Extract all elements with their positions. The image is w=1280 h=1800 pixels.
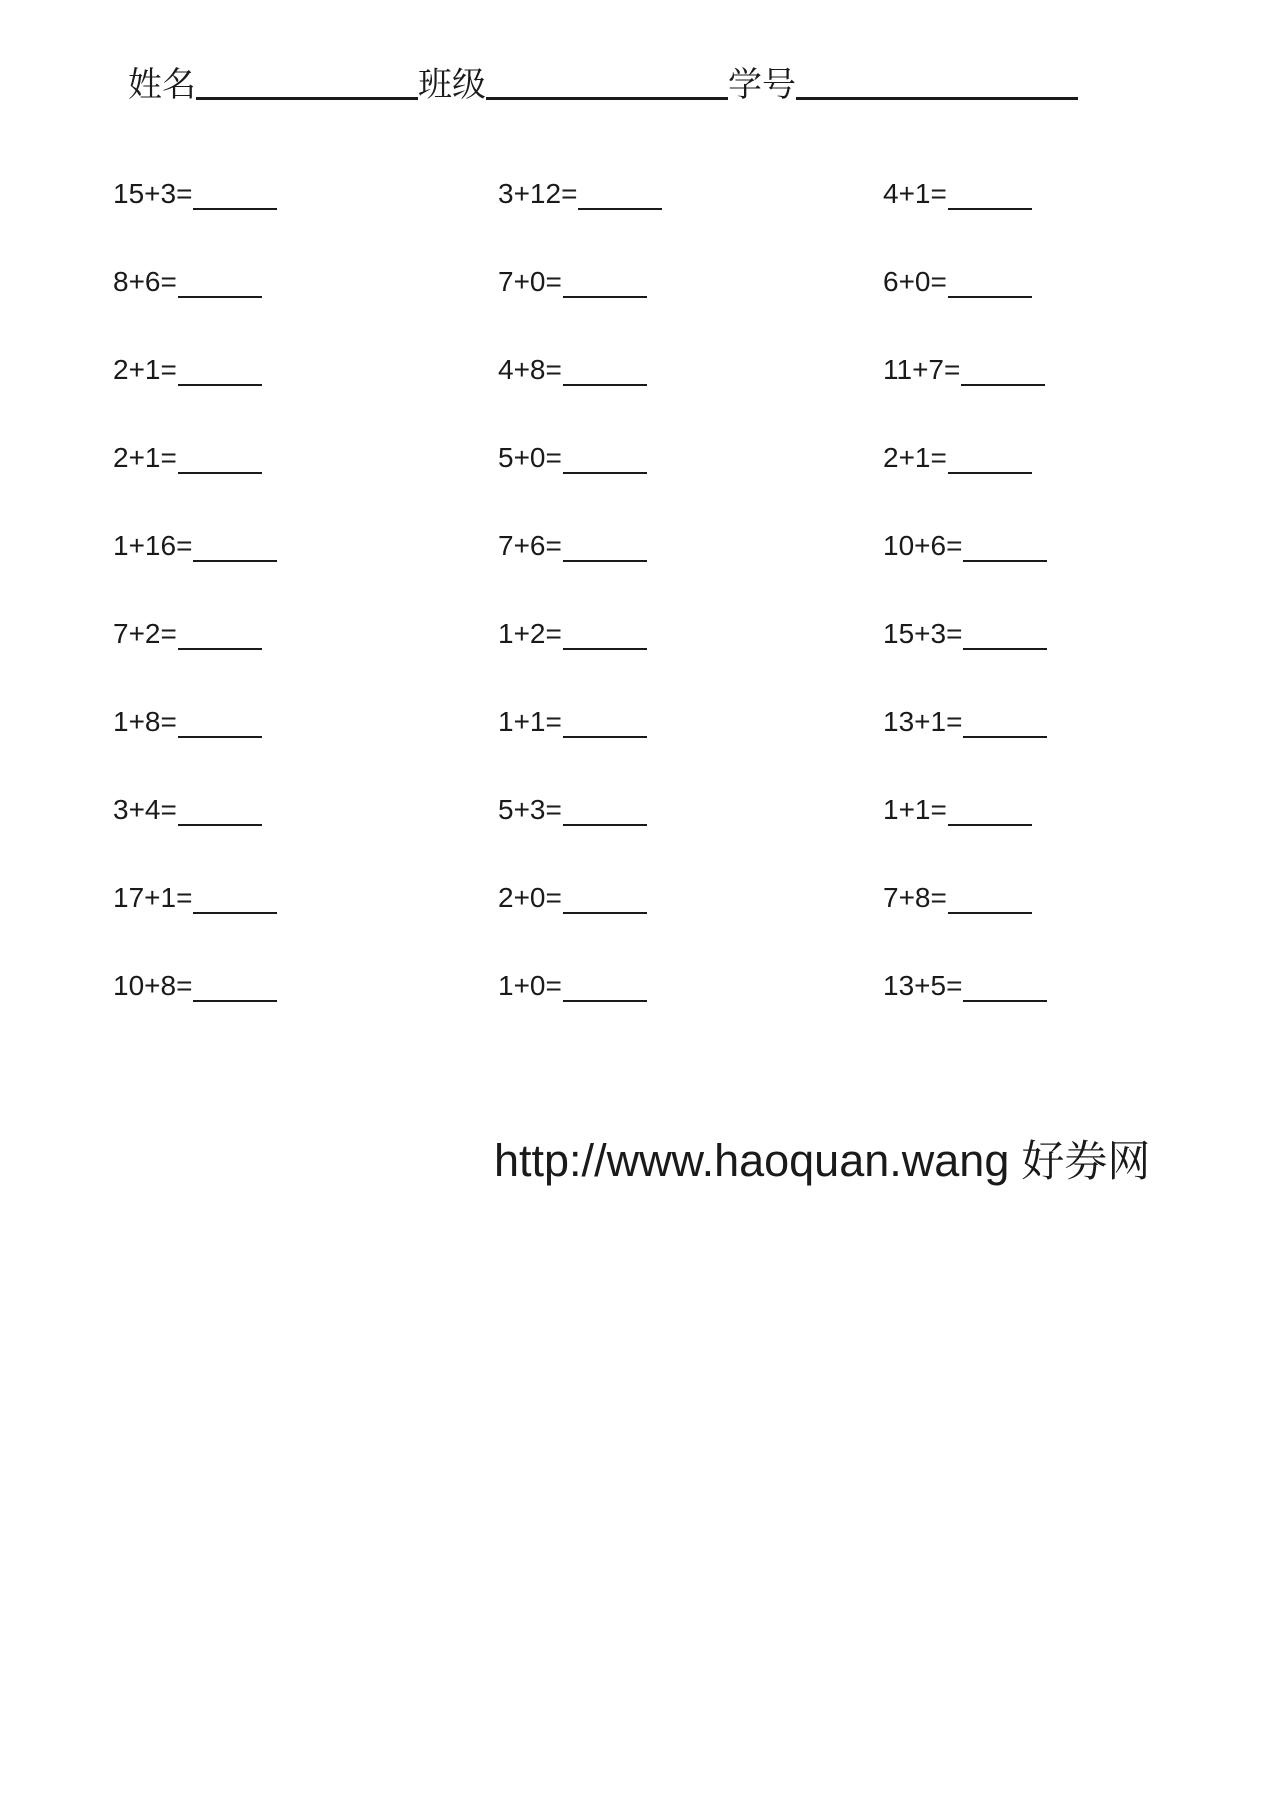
problem-item (498, 264, 883, 352)
answer-blank[interactable] (193, 880, 277, 914)
answer-blank[interactable] (948, 176, 1032, 210)
problem-item (498, 704, 883, 792)
answer-blank[interactable] (963, 704, 1047, 738)
problem-expression: 10+6= (883, 530, 963, 561)
answer-blank[interactable] (563, 440, 647, 474)
answer-blank[interactable] (578, 176, 662, 210)
name-blank[interactable] (196, 97, 418, 100)
problem-expression: 17+1= (113, 882, 193, 913)
answer-blank[interactable] (963, 968, 1047, 1002)
problem-item (113, 352, 498, 440)
class-blank[interactable] (486, 97, 728, 100)
problem-item (883, 792, 1113, 880)
problem-expression: 15+3= (113, 178, 193, 209)
problem-expression: 1+8= (113, 706, 177, 737)
problem-grid (113, 176, 1113, 1056)
answer-blank[interactable] (193, 528, 277, 562)
problem-expression: 3+4= (113, 794, 177, 825)
answer-blank[interactable] (948, 440, 1032, 474)
footer-watermark (494, 1128, 1150, 1189)
answer-blank[interactable] (178, 440, 262, 474)
answer-blank[interactable] (178, 792, 262, 826)
problem-item (498, 352, 883, 440)
answer-blank[interactable] (563, 352, 647, 386)
problem-expression: 5+3= (498, 794, 562, 825)
problem-item (883, 880, 1113, 968)
problem-expression: 13+5= (883, 970, 963, 1001)
problem-expression: 15+3= (883, 618, 963, 649)
problem-expression: 1+0= (498, 970, 562, 1001)
problem-item (498, 968, 883, 1056)
answer-blank[interactable] (963, 616, 1047, 650)
name-field (128, 65, 418, 106)
footer-brand: 好券网 (1021, 1137, 1151, 1187)
class-label: 班级 (418, 65, 486, 105)
problem-item (498, 176, 883, 264)
answer-blank[interactable] (961, 352, 1045, 386)
answer-blank[interactable] (178, 704, 262, 738)
problem-item (113, 616, 498, 704)
problem-item (498, 528, 883, 616)
answer-blank[interactable] (563, 792, 647, 826)
answer-blank[interactable] (963, 528, 1047, 562)
problem-expression: 7+2= (113, 618, 177, 649)
problem-expression: 2+0= (498, 882, 562, 913)
problem-expression: 4+8= (498, 354, 562, 385)
answer-blank[interactable] (563, 704, 647, 738)
problem-expression: 1+1= (883, 794, 947, 825)
problem-expression: 3+12= (498, 178, 578, 209)
problem-expression: 10+8= (113, 970, 193, 1001)
class-field (418, 65, 728, 106)
answer-blank[interactable] (563, 264, 647, 298)
problem-item (113, 968, 498, 1056)
problem-item (883, 528, 1113, 616)
student-id-field (728, 65, 1078, 106)
student-info-header (128, 52, 1078, 106)
answer-blank[interactable] (193, 968, 277, 1002)
answer-blank[interactable] (948, 880, 1032, 914)
problem-item (113, 528, 498, 616)
answer-blank[interactable] (948, 264, 1032, 298)
answer-blank[interactable] (563, 528, 647, 562)
problem-item (498, 616, 883, 704)
problem-item (883, 704, 1113, 792)
problem-expression: 7+8= (883, 882, 947, 913)
problem-item (113, 440, 498, 528)
problem-expression: 2+1= (883, 442, 947, 473)
problem-expression: 5+0= (498, 442, 562, 473)
student-id-label: 学号 (728, 65, 796, 105)
problem-item (498, 440, 883, 528)
problem-item (498, 792, 883, 880)
problem-item (883, 264, 1113, 352)
problem-expression: 6+0= (883, 266, 947, 297)
problem-item (883, 176, 1113, 264)
problem-item (113, 792, 498, 880)
problem-item (498, 880, 883, 968)
problem-expression: 7+6= (498, 530, 562, 561)
problem-item (113, 704, 498, 792)
problem-item (883, 616, 1113, 704)
answer-blank[interactable] (178, 616, 262, 650)
student-id-blank[interactable] (796, 97, 1078, 100)
problem-item (113, 880, 498, 968)
name-label: 姓名 (128, 65, 196, 105)
answer-blank[interactable] (563, 616, 647, 650)
problem-expression: 1+2= (498, 618, 562, 649)
problem-expression: 2+1= (113, 442, 177, 473)
answer-blank[interactable] (563, 968, 647, 1002)
problem-item (113, 176, 498, 264)
answer-blank[interactable] (193, 176, 277, 210)
problem-item (113, 264, 498, 352)
footer-url: http://www.haoquan.wang (494, 1135, 1010, 1186)
problem-expression: 1+16= (113, 530, 193, 561)
problem-expression: 2+1= (113, 354, 177, 385)
problem-item (883, 352, 1113, 440)
answer-blank[interactable] (948, 792, 1032, 826)
problem-expression: 4+1= (883, 178, 947, 209)
problem-expression: 13+1= (883, 706, 963, 737)
answer-blank[interactable] (178, 352, 262, 386)
problem-expression: 8+6= (113, 266, 177, 297)
problem-item (883, 440, 1113, 528)
answer-blank[interactable] (178, 264, 262, 298)
problem-expression: 1+1= (498, 706, 562, 737)
problem-expression: 7+0= (498, 266, 562, 297)
problem-expression: 11+7= (883, 354, 961, 385)
answer-blank[interactable] (563, 880, 647, 914)
problem-item (883, 968, 1113, 1056)
